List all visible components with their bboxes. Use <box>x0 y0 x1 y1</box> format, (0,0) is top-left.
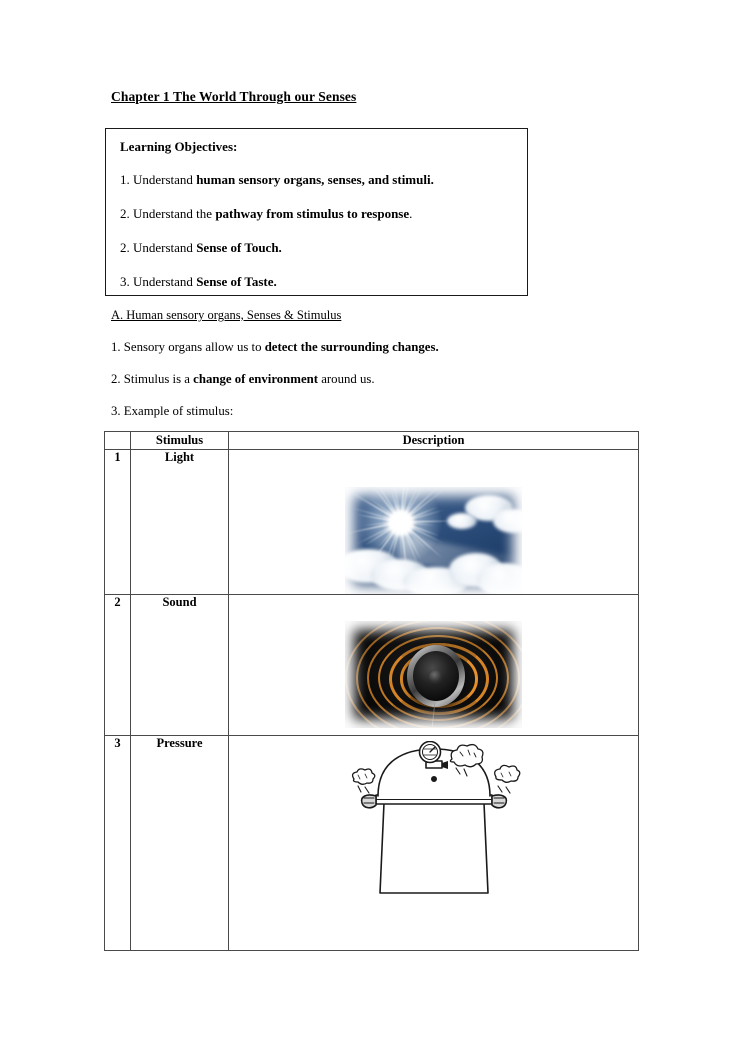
cloud-shape <box>477 563 522 594</box>
column-header-description: Description <box>229 432 639 450</box>
learning-objective-item <box>120 275 527 290</box>
table-row <box>105 450 639 595</box>
row-number: 1 <box>105 450 131 595</box>
objective-bold: Sense of Touch. <box>196 240 282 256</box>
line-tail: around us. <box>318 372 375 386</box>
objective-lead: Understand <box>133 274 197 290</box>
speaker-icon <box>407 645 465 707</box>
learning-objectives-box <box>105 128 528 296</box>
learning-objective-item <box>120 207 527 222</box>
line-number: 2. <box>111 372 121 386</box>
stimulus-examples-table <box>104 431 639 951</box>
objective-number: 1. <box>120 172 130 188</box>
objective-tail: . <box>409 206 413 222</box>
section-a-line <box>111 372 375 387</box>
learning-objective-item <box>120 173 527 188</box>
objective-lead: Understand the <box>133 206 216 222</box>
column-header-number <box>105 432 131 450</box>
row-stimulus-label: Sound <box>131 595 229 736</box>
line-lead: Example of stimulus: <box>120 404 234 418</box>
speaker-dome <box>429 670 443 684</box>
sun-icon <box>388 510 414 536</box>
row-description-cell <box>229 450 639 595</box>
pressure-cooker-svg <box>344 741 524 909</box>
objective-lead: Understand <box>133 172 197 188</box>
objective-bold: human sensory organs, senses, and stimuli. <box>196 172 434 188</box>
line-bold: change of environment <box>193 372 319 386</box>
speaker-reflection <box>401 707 473 725</box>
row-stimulus-label: Light <box>131 450 229 595</box>
objective-bold: Sense of Taste. <box>196 274 277 290</box>
table-header-row <box>105 432 639 450</box>
row-description-cell <box>229 595 639 736</box>
pressure-cooker-line-drawing <box>344 741 524 909</box>
section-a-line <box>111 404 233 419</box>
row-stimulus-label: Pressure <box>131 736 229 951</box>
section-a-line <box>111 340 439 355</box>
line-lead: Stimulus is a <box>120 372 194 386</box>
row-number: 3 <box>105 736 131 951</box>
learning-objective-item <box>120 241 527 256</box>
objective-number: 2. <box>120 206 130 222</box>
loudspeaker-with-sound-waves-photo <box>345 621 522 728</box>
line-number: 3. <box>111 404 121 418</box>
line-bold: detect the surrounding changes. <box>264 340 439 354</box>
section-a-heading: A. Human sensory organs, Senses & Stimulus <box>111 308 342 322</box>
table-row <box>105 595 639 736</box>
row-number: 2 <box>105 595 131 736</box>
row-description-cell <box>229 736 639 951</box>
sun-shining-through-clouds-photo <box>345 487 522 594</box>
speaker-cone <box>413 651 459 701</box>
learning-objectives-heading: Learning Objectives: <box>120 139 238 154</box>
objective-lead: Understand <box>133 240 197 256</box>
objective-bold: pathway from stimulus to response <box>215 206 410 222</box>
line-lead: Sensory organs allow us to <box>120 340 265 354</box>
cloud-shape <box>447 513 477 529</box>
objective-number: 3. <box>120 274 130 290</box>
column-header-stimulus: Stimulus <box>131 432 229 450</box>
line-number: 1. <box>111 340 121 354</box>
objective-number: 2. <box>120 240 130 256</box>
table-row <box>105 736 639 951</box>
page-title: Chapter 1 The World Through our Senses <box>111 89 357 104</box>
